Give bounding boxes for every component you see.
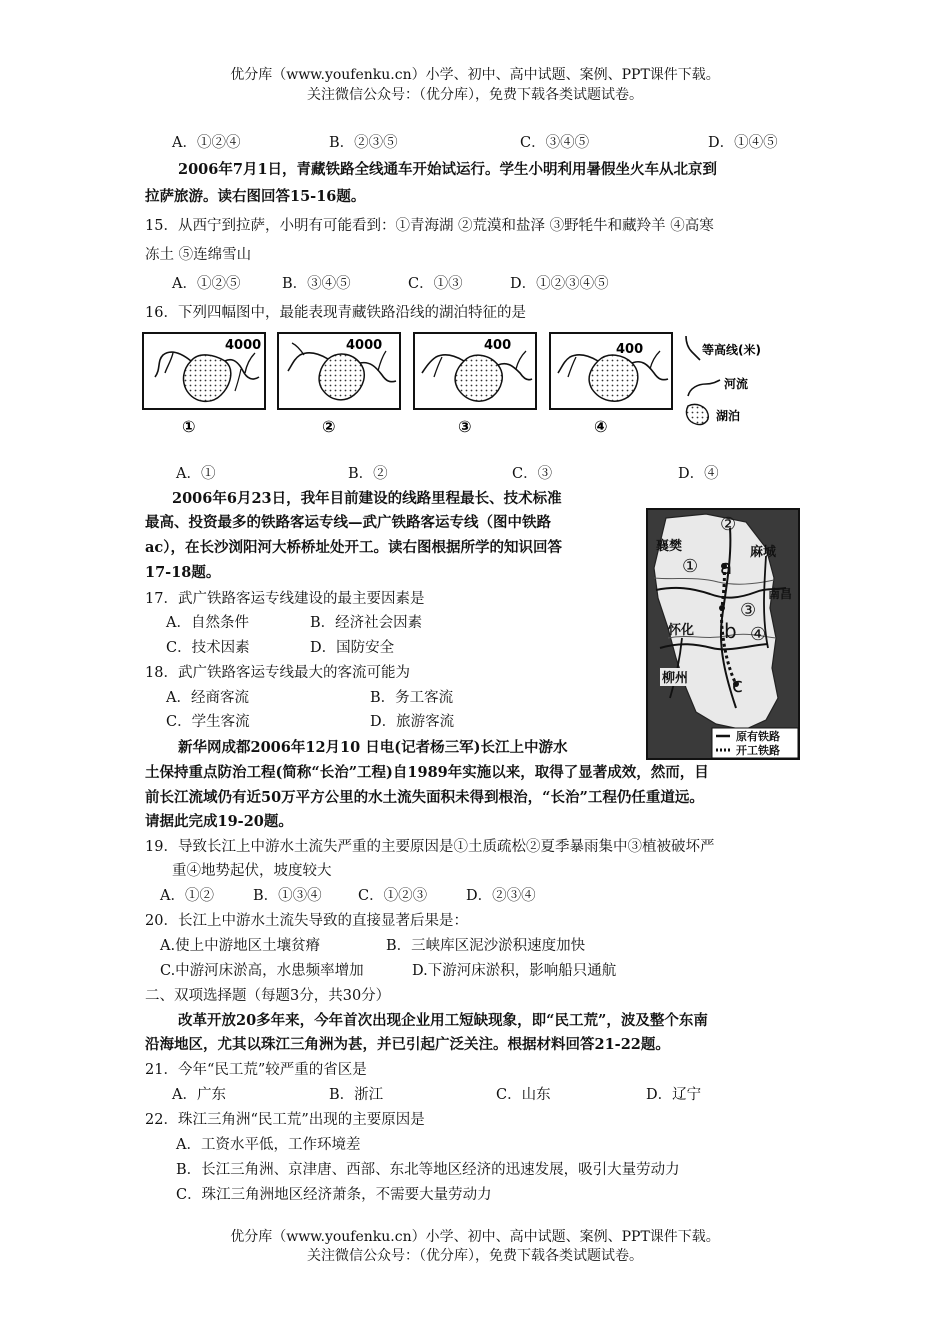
map-marker-2: ② [720, 514, 737, 535]
q21-option-c: C．山东 [496, 1087, 551, 1103]
legend-new-railway: 开工铁路 [736, 744, 780, 757]
q16-panel-1-number: ① [182, 417, 196, 436]
q21-stem: 21．今年“民工荒”较严重的省区是 [145, 1062, 367, 1078]
q16-option-d: D．④ [678, 466, 719, 482]
legend-lake-label: 湖泊 [716, 409, 741, 423]
q16-stem: 16．下列四幅图中，最能表现青藏铁路沿线的湖泊特征的是 [145, 305, 526, 321]
page-header-line2: 关注微信公众号：（优分库），免费下载各类试题试卷。 [307, 87, 643, 103]
q15-option-d: D．①②③④⑤ [510, 276, 609, 292]
legend-contour-label: 等高线(米) [702, 343, 761, 357]
q15-option-a: A．①②⑤ [172, 276, 241, 292]
q16-panel-4 [550, 333, 672, 409]
map-marker-c: c [732, 673, 743, 697]
passage1-line1: 2006年7月1日，青藏铁路全线通车开始试运行。学生小明利用暑假坐火车从北京到 [178, 161, 718, 178]
q18-option-b: B．务工客流 [370, 690, 454, 706]
contour-line-legend-icon [686, 336, 700, 360]
river-legend-icon [688, 380, 720, 396]
q17-option-a: A．自然条件 [166, 615, 249, 631]
q17-option-d: D．国防安全 [310, 640, 395, 656]
map-marker-a: a [720, 555, 733, 579]
q19-option-d: D．②③④ [466, 888, 536, 904]
map-marker-4: ④ [750, 624, 767, 645]
q14-option-a: A．①②④ [172, 135, 241, 151]
section2-heading: 二、双项选择题（每题3分，共30分） [145, 988, 391, 1004]
q16-panel-3-contour-label: 400 [484, 338, 512, 353]
q18-stem: 18．武广铁路客运专线最大的客流可能为 [145, 665, 410, 681]
q18-option-c: C．学生客流 [166, 714, 250, 730]
q16-panel-3 [414, 333, 536, 409]
q22-stem: 22．珠江三角洲“民工荒”出现的主要原因是 [145, 1112, 425, 1128]
q16-legend [686, 336, 761, 425]
q14-option-b: B．②③⑤ [329, 135, 398, 151]
q19-option-b: B．①③④ [253, 888, 322, 904]
q19-option-c: C．①②③ [358, 888, 428, 904]
q19-stem-line2: 重④地势起伏，坡度较大 [172, 863, 332, 879]
q20-option-a: A.使上中游地区土壤贫瘠 [160, 938, 321, 954]
passage2-line2: 最高、投资最多的铁路客运专线—武广铁路客运专线（图中铁路 [145, 514, 551, 531]
map-marker-1: ① [682, 556, 699, 577]
q21-option-b: B．浙江 [329, 1087, 384, 1103]
passage4-line1: 改革开放20多年来，今年首次出现企业用工短缺现象，即“民工荒”，波及整个东南 [178, 1012, 708, 1029]
city-macheng: 麻城 [750, 545, 777, 560]
q16-panel-4-number: ④ [594, 417, 608, 436]
q16-panel-1-contour-label: 4000 [225, 338, 262, 353]
passage3-line3: 前长江流域仍有近50万平方公里的水土流失面积未得到根治，“长治”工程仍任重道远。 [145, 789, 704, 806]
city-xiangfan: 襄樊 [656, 539, 683, 554]
passage2-line3: ac），在长沙浏阳河大桥桥址处开工。读右图根据所学的知识回答 [145, 539, 562, 556]
q16-lake-figures [140, 330, 820, 442]
q16-option-c: C．③ [512, 466, 553, 482]
q15-option-c: C．①③ [408, 276, 463, 292]
q16-option-b: B．② [348, 466, 388, 482]
q16-panel-4-contour-label: 400 [616, 342, 644, 357]
q15-stem-line1: 15．从西宁到拉萨，小明有可能看到：①青海湖 ②荒漠和盐泽 ③野牦牛和藏羚羊 ④高寒 [145, 218, 714, 234]
q20-option-b: B．三峡库区泥沙淤积速度加快 [386, 938, 586, 954]
page-footer-line1: 优分库（www.youfenku.cn）小学、初中、高中试题、案例、PPT课件下载。 [230, 1229, 720, 1245]
q16-panel-2 [278, 333, 400, 409]
city-huaihua: 怀化 [668, 623, 695, 638]
q16-panel-1 [143, 333, 265, 409]
q16-option-a: A．① [176, 466, 216, 482]
q15-option-b: B．③④⑤ [282, 276, 351, 292]
map-marker-b: b [724, 619, 737, 643]
city-nanchang: 南昌 [768, 587, 793, 601]
legend-river-label: 河流 [724, 377, 749, 391]
q22-option-c: C．珠江三角洲地区经济萧条，不需要大量劳动力 [176, 1187, 492, 1203]
q15-stem-line2: 冻土 ⑤连绵雪山 [145, 247, 252, 263]
q20-option-d: D.下游河床淤积，影响船只通航 [412, 963, 617, 979]
passage4-line2: 沿海地区，尤其以珠江三角洲为甚，并已引起广泛关注。根据材料回答21-22题。 [145, 1036, 670, 1053]
q21-option-a: A．广东 [172, 1087, 226, 1103]
lake-legend-icon [686, 404, 708, 424]
q17-option-c: C．技术因素 [166, 640, 250, 656]
map-marker-3: ③ [740, 600, 757, 621]
railway-map [646, 508, 800, 760]
q22-option-b: B．长江三角洲、京津唐、西部、东北等地区经济的迅速发展，吸引大量劳动力 [176, 1162, 680, 1178]
q20-stem: 20．长江上中游水土流失导致的直接显著后果是： [145, 913, 468, 929]
q16-panel-2-contour-label: 4000 [346, 338, 383, 353]
q14-option-c: C．③④⑤ [520, 135, 590, 151]
q16-panel-2-number: ② [322, 417, 336, 436]
city-liuzhou: 柳州 [662, 671, 689, 686]
q21-option-d: D．辽宁 [646, 1087, 702, 1103]
passage3-line1: 新华网成都2006年12月10 日电(记者杨三军)长江上中游水 [178, 739, 568, 756]
q18-option-a: A．经商客流 [166, 690, 249, 706]
legend-existing-railway: 原有铁路 [736, 730, 780, 743]
passage2-line1: 2006年6月23日，我年目前建设的线路里程最长、技术标准 [172, 490, 562, 507]
page-footer-line2: 关注微信公众号：（优分库），免费下载各类试题试卷。 [307, 1248, 643, 1264]
q20-option-c: C.中游河床淤高，水患频率增加 [160, 963, 364, 979]
passage3-line2: 土保持重点防治工程(简称“长治”工程)自1989年实施以来，取得了显著成效，然而，目 [145, 764, 709, 781]
q19-stem-line1: 19．导致长江上中游水土流失严重的主要原因是①土质疏松②夏季暴雨集中③植被破坏严 [145, 839, 715, 855]
q14-option-d: D．①④⑤ [708, 135, 778, 151]
q22-option-a: A．工资水平低，工作环境差 [176, 1137, 361, 1153]
q17-stem: 17．武广铁路客运专线建设的最主要因素是 [145, 591, 425, 607]
q19-option-a: A．①② [160, 888, 214, 904]
passage2-line4: 17-18题。 [145, 564, 221, 581]
q18-option-d: D．旅游客流 [370, 714, 455, 730]
passage3-line4: 请据此完成19-20题。 [145, 813, 293, 830]
q16-panel-3-number: ③ [458, 417, 472, 436]
passage1-line2: 拉萨旅游。读右图回答15-16题。 [145, 188, 366, 205]
page-header-line1: 优分库（www.youfenku.cn）小学、初中、高中试题、案例、PPT课件下载。 [230, 67, 720, 83]
q17-option-b: B．经济社会因素 [310, 615, 423, 631]
